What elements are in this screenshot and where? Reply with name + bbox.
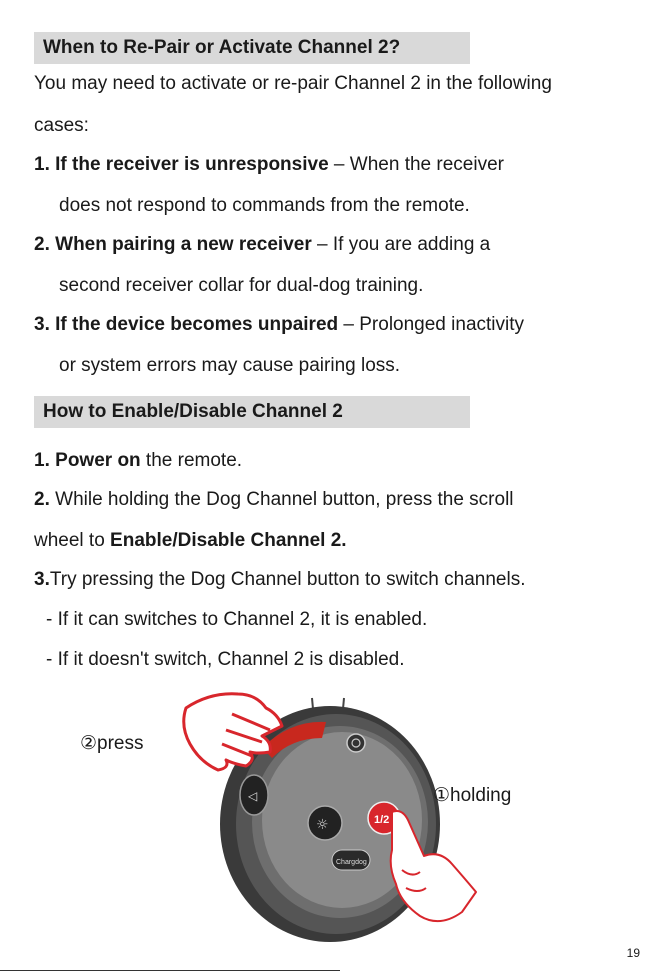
step-num: 1. (34, 450, 50, 471)
step-bold: Power on (55, 450, 141, 471)
step-text: wheel to (34, 530, 111, 551)
footer-divider (0, 970, 340, 971)
step-bold: Enable/Disable Channel 2. (110, 530, 347, 551)
step-text: Try pressing the Dog Channel button to switch channels. (49, 569, 526, 590)
case-num: 3. (34, 314, 50, 335)
remote-illustration (0, 680, 662, 950)
case-desc: – If you are adding a (311, 234, 491, 255)
intro-text: You may need to activate or re-pair Channel 2 in the following (34, 73, 552, 94)
case-item-1 (34, 153, 504, 177)
step-text: While holding the Dog Channel button, press the scroll (49, 489, 514, 510)
svg-text:◁: ◁ (248, 789, 258, 803)
case-desc: – Prolonged inactivity (338, 314, 525, 335)
case-item-2 (34, 233, 490, 257)
case-title: If the receiver is unresponsive (55, 154, 329, 175)
press-callout: ②press (80, 733, 144, 754)
holding-callout: ①holding (433, 785, 512, 806)
case-title: When pairing a new receiver (55, 234, 312, 255)
step-num: 3. (34, 569, 50, 590)
case-num: 2. (34, 234, 50, 255)
step-text: the remote. (140, 450, 243, 471)
case-item-1-cont: does not respond to commands from the remote. (59, 195, 470, 216)
channel-button-label: 1/2 (374, 814, 390, 826)
logo-text: Chargdog (336, 859, 367, 866)
case-item-2-cont: second receiver collar for dual-dog training. (59, 275, 424, 296)
step-2 (34, 488, 514, 512)
section-heading-enable: How to Enable/Disable Channel 2 (34, 396, 470, 428)
case-num: 1. (34, 154, 50, 175)
section-heading-repair: When to Re-Pair or Activate Channel 2? (34, 32, 470, 64)
svg-text:☼: ☼ (316, 817, 329, 833)
page-number: 19 (626, 946, 640, 960)
intro-text-cont: cases: (34, 115, 89, 136)
step-3-sub-enabled: - If it can switches to Channel 2, it is enabled. (46, 609, 428, 630)
step-3-sub-disabled: - If it doesn't switch, Channel 2 is disabled. (46, 649, 405, 670)
case-desc: – When the receiver (328, 154, 504, 175)
case-item-3-cont: or system errors may cause pairing loss. (59, 355, 401, 376)
step-2-cont (34, 529, 347, 553)
case-title: If the device becomes unpaired (55, 314, 339, 335)
case-item-3 (34, 313, 524, 337)
step-3 (34, 568, 525, 592)
step-num: 2. (34, 489, 50, 510)
step-1 (34, 449, 242, 473)
